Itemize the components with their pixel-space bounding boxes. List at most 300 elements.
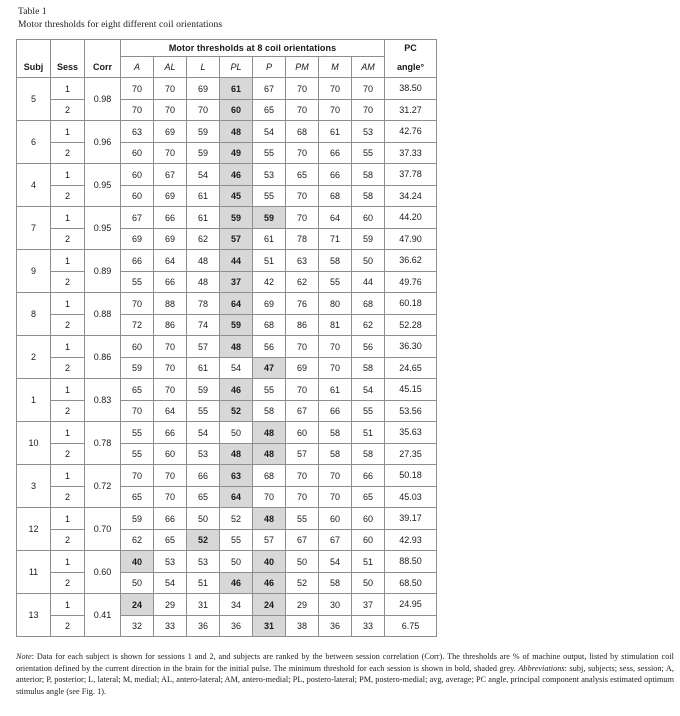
header-orientation-pl: PL (220, 57, 253, 78)
cell-threshold-min: 46 (253, 573, 286, 594)
cell-threshold: 68 (286, 121, 319, 143)
cell-threshold-min: 40 (121, 551, 154, 573)
cell-threshold-min: 64 (220, 293, 253, 315)
cell-threshold: 55 (319, 272, 352, 293)
cell-threshold-min: 46 (220, 379, 253, 401)
cell-correlation: 0.98 (85, 78, 121, 121)
cell-threshold: 55 (187, 401, 220, 422)
cell-threshold: 33 (154, 616, 187, 637)
cell-pc-angle: 88.50 (385, 551, 437, 573)
cell-threshold: 58 (352, 444, 385, 465)
header-row-bottom (17, 57, 437, 78)
note-abbrev-label: Abbreviations (518, 663, 565, 673)
cell-threshold-min: 37 (220, 272, 253, 293)
cell-correlation: 0.89 (85, 250, 121, 293)
cell-correlation: 0.86 (85, 336, 121, 379)
cell-subject: 5 (17, 78, 51, 121)
cell-threshold: 58 (319, 250, 352, 272)
cell-session: 2 (51, 143, 85, 164)
cell-pc-angle: 45.03 (385, 487, 437, 508)
table-row (17, 422, 437, 444)
note-text-main: : Data for each subject is shown for sessions 1 and 2, and subjects are ranked by the between session correlation (Corr). The thresholds are % of machine output, listed by stimulation coil orientation defined by the current direction in the brain for the initial pulse. The minimum threshold for each session is shown in bold, shaded grey. (16, 652, 674, 673)
cell-threshold: 66 (319, 401, 352, 422)
cell-threshold: 70 (286, 207, 319, 229)
cell-threshold: 61 (253, 229, 286, 250)
cell-threshold: 29 (286, 594, 319, 616)
cell-threshold: 66 (154, 207, 187, 229)
table-row (17, 272, 437, 293)
cell-threshold: 70 (187, 100, 220, 121)
cell-subject: 1 (17, 379, 51, 422)
cell-threshold: 55 (253, 379, 286, 401)
cell-pc-angle: 44.20 (385, 207, 437, 229)
cell-threshold: 55 (121, 422, 154, 444)
cell-pc-angle: 68.50 (385, 573, 437, 594)
table-row (17, 143, 437, 164)
cell-threshold: 50 (352, 573, 385, 594)
cell-threshold: 65 (286, 164, 319, 186)
cell-session: 1 (51, 379, 85, 401)
cell-threshold-min: 59 (253, 207, 286, 229)
cell-threshold: 55 (352, 401, 385, 422)
cell-session: 2 (51, 272, 85, 293)
cell-threshold: 61 (187, 358, 220, 379)
cell-threshold: 86 (154, 315, 187, 336)
cell-threshold: 57 (187, 336, 220, 358)
cell-threshold-min: 48 (220, 444, 253, 465)
cell-session: 1 (51, 250, 85, 272)
cell-threshold: 32 (121, 616, 154, 637)
cell-pc-angle: 60.18 (385, 293, 437, 315)
cell-threshold: 63 (121, 121, 154, 143)
cell-threshold-min: 24 (253, 594, 286, 616)
table-caption (18, 6, 668, 32)
cell-threshold: 61 (187, 186, 220, 207)
table-row (17, 358, 437, 379)
table-row (17, 229, 437, 250)
table-row (17, 207, 437, 229)
header-orientation-pm: PM (286, 57, 319, 78)
cell-threshold: 42 (253, 272, 286, 293)
table-row (17, 293, 437, 315)
cell-threshold: 70 (286, 143, 319, 164)
cell-correlation: 0.83 (85, 379, 121, 422)
cell-threshold: 67 (286, 530, 319, 551)
cell-threshold: 60 (352, 530, 385, 551)
cell-threshold: 31 (187, 594, 220, 616)
cell-threshold-min: 31 (253, 616, 286, 637)
cell-subject: 11 (17, 551, 51, 594)
cell-session: 1 (51, 207, 85, 229)
header-spacer-sess (51, 40, 85, 57)
header-row-top (17, 40, 437, 57)
cell-threshold: 37 (352, 594, 385, 616)
cell-threshold: 70 (121, 293, 154, 315)
cell-threshold: 51 (253, 250, 286, 272)
cell-subject: 8 (17, 293, 51, 336)
cell-threshold: 50 (352, 250, 385, 272)
cell-threshold: 55 (286, 508, 319, 530)
cell-threshold: 60 (121, 143, 154, 164)
cell-threshold: 55 (253, 143, 286, 164)
cell-threshold: 62 (352, 315, 385, 336)
cell-pc-angle: 24.95 (385, 594, 437, 616)
cell-session: 1 (51, 508, 85, 530)
cell-threshold: 56 (352, 336, 385, 358)
cell-threshold: 61 (319, 121, 352, 143)
cell-threshold: 52 (286, 573, 319, 594)
cell-threshold: 51 (352, 551, 385, 573)
cell-threshold: 70 (121, 465, 154, 487)
cell-subject: 3 (17, 465, 51, 508)
cell-session: 1 (51, 293, 85, 315)
cell-threshold: 62 (286, 272, 319, 293)
table-head (17, 40, 437, 78)
cell-pc-angle: 37.33 (385, 143, 437, 164)
cell-threshold: 62 (121, 530, 154, 551)
cell-threshold-min: 48 (220, 336, 253, 358)
cell-session: 1 (51, 121, 85, 143)
cell-threshold: 55 (253, 186, 286, 207)
cell-threshold: 63 (286, 250, 319, 272)
cell-threshold: 64 (154, 250, 187, 272)
cell-threshold: 44 (352, 272, 385, 293)
cell-session: 1 (51, 78, 85, 100)
cell-pc-angle: 53.56 (385, 401, 437, 422)
cell-threshold: 50 (121, 573, 154, 594)
cell-threshold: 36 (319, 616, 352, 637)
cell-session: 2 (51, 487, 85, 508)
cell-threshold: 68 (352, 293, 385, 315)
cell-threshold: 50 (187, 508, 220, 530)
cell-threshold: 58 (253, 401, 286, 422)
header-spacer-subj (17, 40, 51, 57)
cell-correlation: 0.88 (85, 293, 121, 336)
header-orientation-al: AL (154, 57, 187, 78)
cell-threshold: 58 (352, 186, 385, 207)
cell-session: 1 (51, 594, 85, 616)
cell-threshold: 71 (319, 229, 352, 250)
cell-threshold: 70 (154, 465, 187, 487)
header-pc-angle-line1: PC (385, 40, 437, 57)
table-row (17, 444, 437, 465)
table-row (17, 465, 437, 487)
table-row (17, 401, 437, 422)
cell-correlation: 0.96 (85, 121, 121, 164)
header-sess: Sess (51, 57, 85, 78)
cell-threshold: 62 (187, 229, 220, 250)
cell-threshold: 64 (154, 401, 187, 422)
cell-threshold-min: 24 (121, 594, 154, 616)
cell-threshold: 57 (286, 444, 319, 465)
cell-threshold-min: 59 (220, 315, 253, 336)
cell-threshold: 80 (319, 293, 352, 315)
cell-threshold: 66 (154, 508, 187, 530)
cell-threshold-min: 48 (220, 121, 253, 143)
cell-threshold: 54 (154, 573, 187, 594)
cell-pc-angle: 24.65 (385, 358, 437, 379)
cell-threshold: 58 (319, 422, 352, 444)
cell-threshold: 59 (187, 379, 220, 401)
cell-threshold: 68 (253, 315, 286, 336)
cell-threshold: 38 (286, 616, 319, 637)
cell-threshold-min: 52 (187, 530, 220, 551)
cell-threshold: 58 (319, 444, 352, 465)
cell-threshold-min: 61 (220, 78, 253, 100)
cell-threshold: 66 (121, 250, 154, 272)
cell-session: 2 (51, 530, 85, 551)
cell-threshold: 69 (121, 229, 154, 250)
cell-threshold: 86 (286, 315, 319, 336)
cell-pc-angle: 31.27 (385, 100, 437, 121)
cell-threshold: 51 (352, 422, 385, 444)
cell-session: 1 (51, 465, 85, 487)
header-corr: Corr (85, 57, 121, 78)
cell-threshold-min: 49 (220, 143, 253, 164)
header-orientation-am: AM (352, 57, 385, 78)
cell-threshold: 50 (286, 551, 319, 573)
cell-threshold: 58 (319, 573, 352, 594)
table-row (17, 379, 437, 401)
cell-threshold: 65 (253, 100, 286, 121)
cell-threshold: 70 (121, 401, 154, 422)
header-orientation-m: M (319, 57, 352, 78)
table-number: Table 1 (18, 7, 47, 17)
cell-threshold-min: 48 (253, 508, 286, 530)
cell-pc-angle: 34.24 (385, 186, 437, 207)
cell-threshold: 60 (352, 508, 385, 530)
cell-correlation: 0.72 (85, 465, 121, 508)
cell-correlation: 0.60 (85, 551, 121, 594)
cell-session: 1 (51, 164, 85, 186)
cell-threshold: 70 (154, 487, 187, 508)
cell-threshold: 55 (121, 444, 154, 465)
cell-threshold: 65 (187, 487, 220, 508)
cell-subject: 2 (17, 336, 51, 379)
cell-threshold: 67 (121, 207, 154, 229)
cell-threshold: 76 (286, 293, 319, 315)
cell-threshold: 53 (154, 551, 187, 573)
motor-thresholds-table (16, 39, 437, 637)
cell-pc-angle: 50.18 (385, 465, 437, 487)
cell-subject: 4 (17, 164, 51, 207)
header-orientation-p: P (253, 57, 286, 78)
cell-threshold: 70 (319, 78, 352, 100)
header-spacer-corr (85, 40, 121, 57)
table-row (17, 573, 437, 594)
header-group-orientations: Motor thresholds at 8 coil orientations (121, 40, 385, 57)
header-orientation-a: A (121, 57, 154, 78)
cell-threshold: 60 (121, 186, 154, 207)
cell-threshold: 33 (352, 616, 385, 637)
cell-threshold: 70 (286, 100, 319, 121)
cell-threshold: 70 (286, 186, 319, 207)
table-body (17, 78, 437, 637)
cell-threshold-min: 60 (220, 100, 253, 121)
cell-threshold: 74 (187, 315, 220, 336)
cell-threshold: 81 (319, 315, 352, 336)
cell-threshold: 70 (154, 336, 187, 358)
table-row (17, 315, 437, 336)
cell-threshold: 60 (286, 422, 319, 444)
cell-subject: 10 (17, 422, 51, 465)
cell-threshold-min: 46 (220, 573, 253, 594)
table-row (17, 530, 437, 551)
cell-threshold-min: 52 (220, 401, 253, 422)
cell-pc-angle: 47.90 (385, 229, 437, 250)
cell-threshold: 72 (121, 315, 154, 336)
cell-threshold: 65 (352, 487, 385, 508)
cell-threshold: 70 (286, 465, 319, 487)
cell-threshold: 70 (352, 78, 385, 100)
cell-threshold: 29 (154, 594, 187, 616)
cell-threshold: 65 (121, 379, 154, 401)
cell-threshold: 51 (187, 573, 220, 594)
cell-pc-angle: 27.35 (385, 444, 437, 465)
cell-threshold: 36 (220, 616, 253, 637)
cell-threshold: 70 (319, 487, 352, 508)
table-row (17, 616, 437, 637)
cell-session: 1 (51, 551, 85, 573)
cell-threshold: 54 (319, 551, 352, 573)
table-row (17, 336, 437, 358)
cell-correlation: 0.78 (85, 422, 121, 465)
cell-threshold-min: 57 (220, 229, 253, 250)
cell-threshold: 48 (187, 250, 220, 272)
cell-threshold-min: 47 (253, 358, 286, 379)
table-note (16, 651, 674, 697)
cell-threshold: 69 (154, 121, 187, 143)
cell-threshold-min: 48 (253, 422, 286, 444)
cell-pc-angle: 36.30 (385, 336, 437, 358)
cell-session: 2 (51, 315, 85, 336)
cell-threshold: 70 (286, 336, 319, 358)
cell-threshold-min: 45 (220, 186, 253, 207)
cell-pc-angle: 42.93 (385, 530, 437, 551)
cell-threshold: 54 (352, 379, 385, 401)
cell-session: 2 (51, 444, 85, 465)
note-label: Note (16, 652, 32, 661)
cell-session: 2 (51, 229, 85, 250)
cell-threshold: 66 (187, 465, 220, 487)
cell-threshold: 70 (121, 78, 154, 100)
header-pc-angle-line2: angle° (385, 57, 437, 78)
cell-threshold: 53 (187, 444, 220, 465)
cell-threshold: 60 (352, 207, 385, 229)
cell-threshold-min: 48 (253, 444, 286, 465)
header-subj: Subj (17, 57, 51, 78)
note-text-abbrev: : subj, subjects; sess, session; A, anterior; P, posterior; L, lateral; M, medial; AL, antero-lateral; AM, antero-medial; PL, postero-lateral; PM, postero-medial; avg, average; PC angle, principal component analysis estimated optimum stimulus angle (see Fig. 1). (16, 663, 674, 696)
table-row (17, 594, 437, 616)
cell-threshold: 70 (286, 487, 319, 508)
cell-threshold: 60 (121, 336, 154, 358)
cell-threshold: 70 (286, 379, 319, 401)
cell-session: 2 (51, 573, 85, 594)
cell-subject: 12 (17, 508, 51, 551)
cell-threshold: 54 (220, 358, 253, 379)
cell-threshold: 30 (319, 594, 352, 616)
cell-pc-angle: 38.50 (385, 78, 437, 100)
cell-threshold: 48 (187, 272, 220, 293)
cell-threshold: 59 (121, 358, 154, 379)
cell-threshold: 59 (187, 143, 220, 164)
cell-threshold: 68 (319, 186, 352, 207)
cell-threshold: 50 (220, 422, 253, 444)
cell-threshold-min: 44 (220, 250, 253, 272)
cell-subject: 13 (17, 594, 51, 637)
table-row (17, 551, 437, 573)
table-row (17, 508, 437, 530)
table-row (17, 164, 437, 186)
cell-pc-angle: 36.62 (385, 250, 437, 272)
cell-threshold: 59 (352, 229, 385, 250)
cell-threshold: 50 (220, 551, 253, 573)
cell-threshold: 34 (220, 594, 253, 616)
cell-subject: 7 (17, 207, 51, 250)
cell-threshold: 66 (352, 465, 385, 487)
table-row (17, 487, 437, 508)
cell-threshold: 78 (187, 293, 220, 315)
cell-threshold: 67 (154, 164, 187, 186)
cell-pc-angle: 6.75 (385, 616, 437, 637)
cell-threshold: 66 (154, 272, 187, 293)
cell-threshold: 68 (253, 465, 286, 487)
cell-pc-angle: 35.63 (385, 422, 437, 444)
cell-threshold-min: 64 (220, 487, 253, 508)
cell-threshold: 52 (220, 508, 253, 530)
cell-pc-angle: 52.28 (385, 315, 437, 336)
cell-threshold: 66 (319, 143, 352, 164)
cell-subject: 6 (17, 121, 51, 164)
cell-threshold: 69 (154, 229, 187, 250)
cell-threshold: 61 (319, 379, 352, 401)
cell-threshold: 70 (154, 358, 187, 379)
cell-pc-angle: 45.15 (385, 379, 437, 401)
cell-threshold-min: 40 (253, 551, 286, 573)
cell-threshold: 60 (154, 444, 187, 465)
cell-threshold: 58 (352, 164, 385, 186)
cell-session: 1 (51, 422, 85, 444)
table-row (17, 250, 437, 272)
cell-pc-angle: 42.76 (385, 121, 437, 143)
cell-threshold: 58 (352, 358, 385, 379)
cell-threshold: 53 (253, 164, 286, 186)
cell-threshold: 65 (154, 530, 187, 551)
cell-threshold: 64 (319, 207, 352, 229)
cell-threshold: 88 (154, 293, 187, 315)
table-row (17, 121, 437, 143)
header-orientation-l: L (187, 57, 220, 78)
cell-correlation: 0.41 (85, 594, 121, 637)
cell-threshold: 70 (319, 358, 352, 379)
cell-threshold: 70 (352, 100, 385, 121)
cell-session: 2 (51, 401, 85, 422)
cell-threshold: 60 (121, 164, 154, 186)
cell-threshold: 55 (352, 143, 385, 164)
cell-threshold: 70 (154, 78, 187, 100)
cell-threshold: 59 (187, 121, 220, 143)
cell-pc-angle: 49.76 (385, 272, 437, 293)
cell-session: 2 (51, 616, 85, 637)
cell-threshold: 54 (187, 422, 220, 444)
cell-threshold: 55 (220, 530, 253, 551)
cell-threshold: 70 (154, 143, 187, 164)
table-row (17, 100, 437, 121)
cell-threshold: 53 (187, 551, 220, 573)
cell-threshold-min: 46 (220, 164, 253, 186)
cell-threshold: 54 (253, 121, 286, 143)
cell-threshold: 67 (253, 78, 286, 100)
